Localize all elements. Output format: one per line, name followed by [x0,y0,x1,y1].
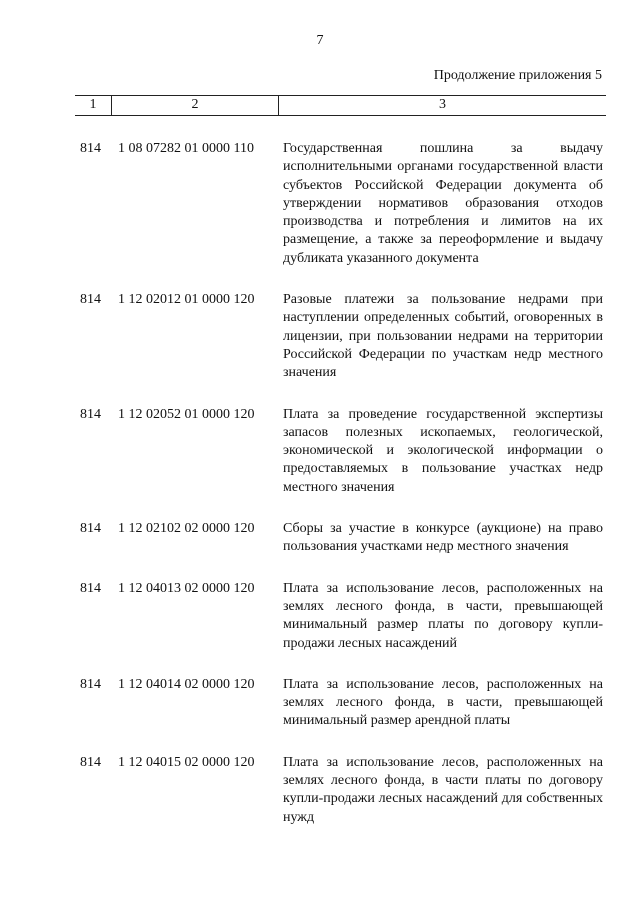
admin-code: 814 [80,754,101,770]
income-description: Плата за проведение государственной экспертизы запасов полезных ископаемых, геологической, экономической и экологической информации о предоставляемых в пользование участках недр местного значения [283,406,603,495]
page-number: 7 [316,33,324,48]
income-description: Плата за использование лесов, расположенных на землях лесного фонда, в части, превышающей минимальный размер арендной платы [283,676,603,729]
budget-code: 1 12 02102 02 0000 120 [118,521,255,537]
budget-code: 1 12 04014 02 0000 120 [118,676,255,692]
income-description: Сборы за участие в конкурсе (аукционе) на право пользования участками недр местного значения [283,521,603,555]
admin-code: 814 [80,676,101,692]
table-row [80,676,606,731]
table-row [80,580,606,653]
income-description: Плата за использование лесов, расположенных на землях лесного фонда, в части, превышающей минимальный размер платы по договору купли-продажи лесных насаждений [283,580,603,651]
budget-code: 1 12 02052 01 0000 120 [118,406,255,422]
admin-code: 814 [80,406,101,422]
income-description: Разовые платежи за пользование недрами при наступлении определенных событий, оговоренных в лицензии, при пользовании недрами на территории Российской Федерации по участкам недр местного значения [283,292,603,381]
column-header-1: 1 [75,96,112,115]
admin-code: 814 [80,292,101,308]
budget-code: 1 12 04015 02 0000 120 [118,754,255,770]
table-row [80,754,606,827]
table-row [80,291,606,382]
budget-code: 1 08 07282 01 0000 110 [118,141,254,156]
table-row [80,520,606,557]
column-header-3: 3 [439,97,446,112]
continuation-title: Продолжение приложения 5 [433,68,602,83]
admin-code: 814 [80,141,101,156]
income-description: Государственная пошлина за выдачу исполнительными органами государственной власти субъектов Российской Федерации документа об утверждении нормативов образования отходов производства и потребления и лимитов на их размещение, а также за переоформление и выдачу дубликата указанного документа [283,141,603,266]
admin-code: 814 [80,580,101,596]
column-header-2: 2 [112,96,279,115]
income-description: Плата за использование лесов, расположенных на землях лесного фонда, в части платы по договору купли-продажи лесных насаждений для собственных нужд [283,754,603,825]
table-row [80,140,606,268]
budget-code: 1 12 04013 02 0000 120 [118,580,255,596]
admin-code: 814 [80,521,101,537]
budget-code: 1 12 02012 01 0000 120 [118,292,255,308]
table-body [80,140,606,850]
table-row [80,406,606,497]
table-column-header [75,95,606,116]
